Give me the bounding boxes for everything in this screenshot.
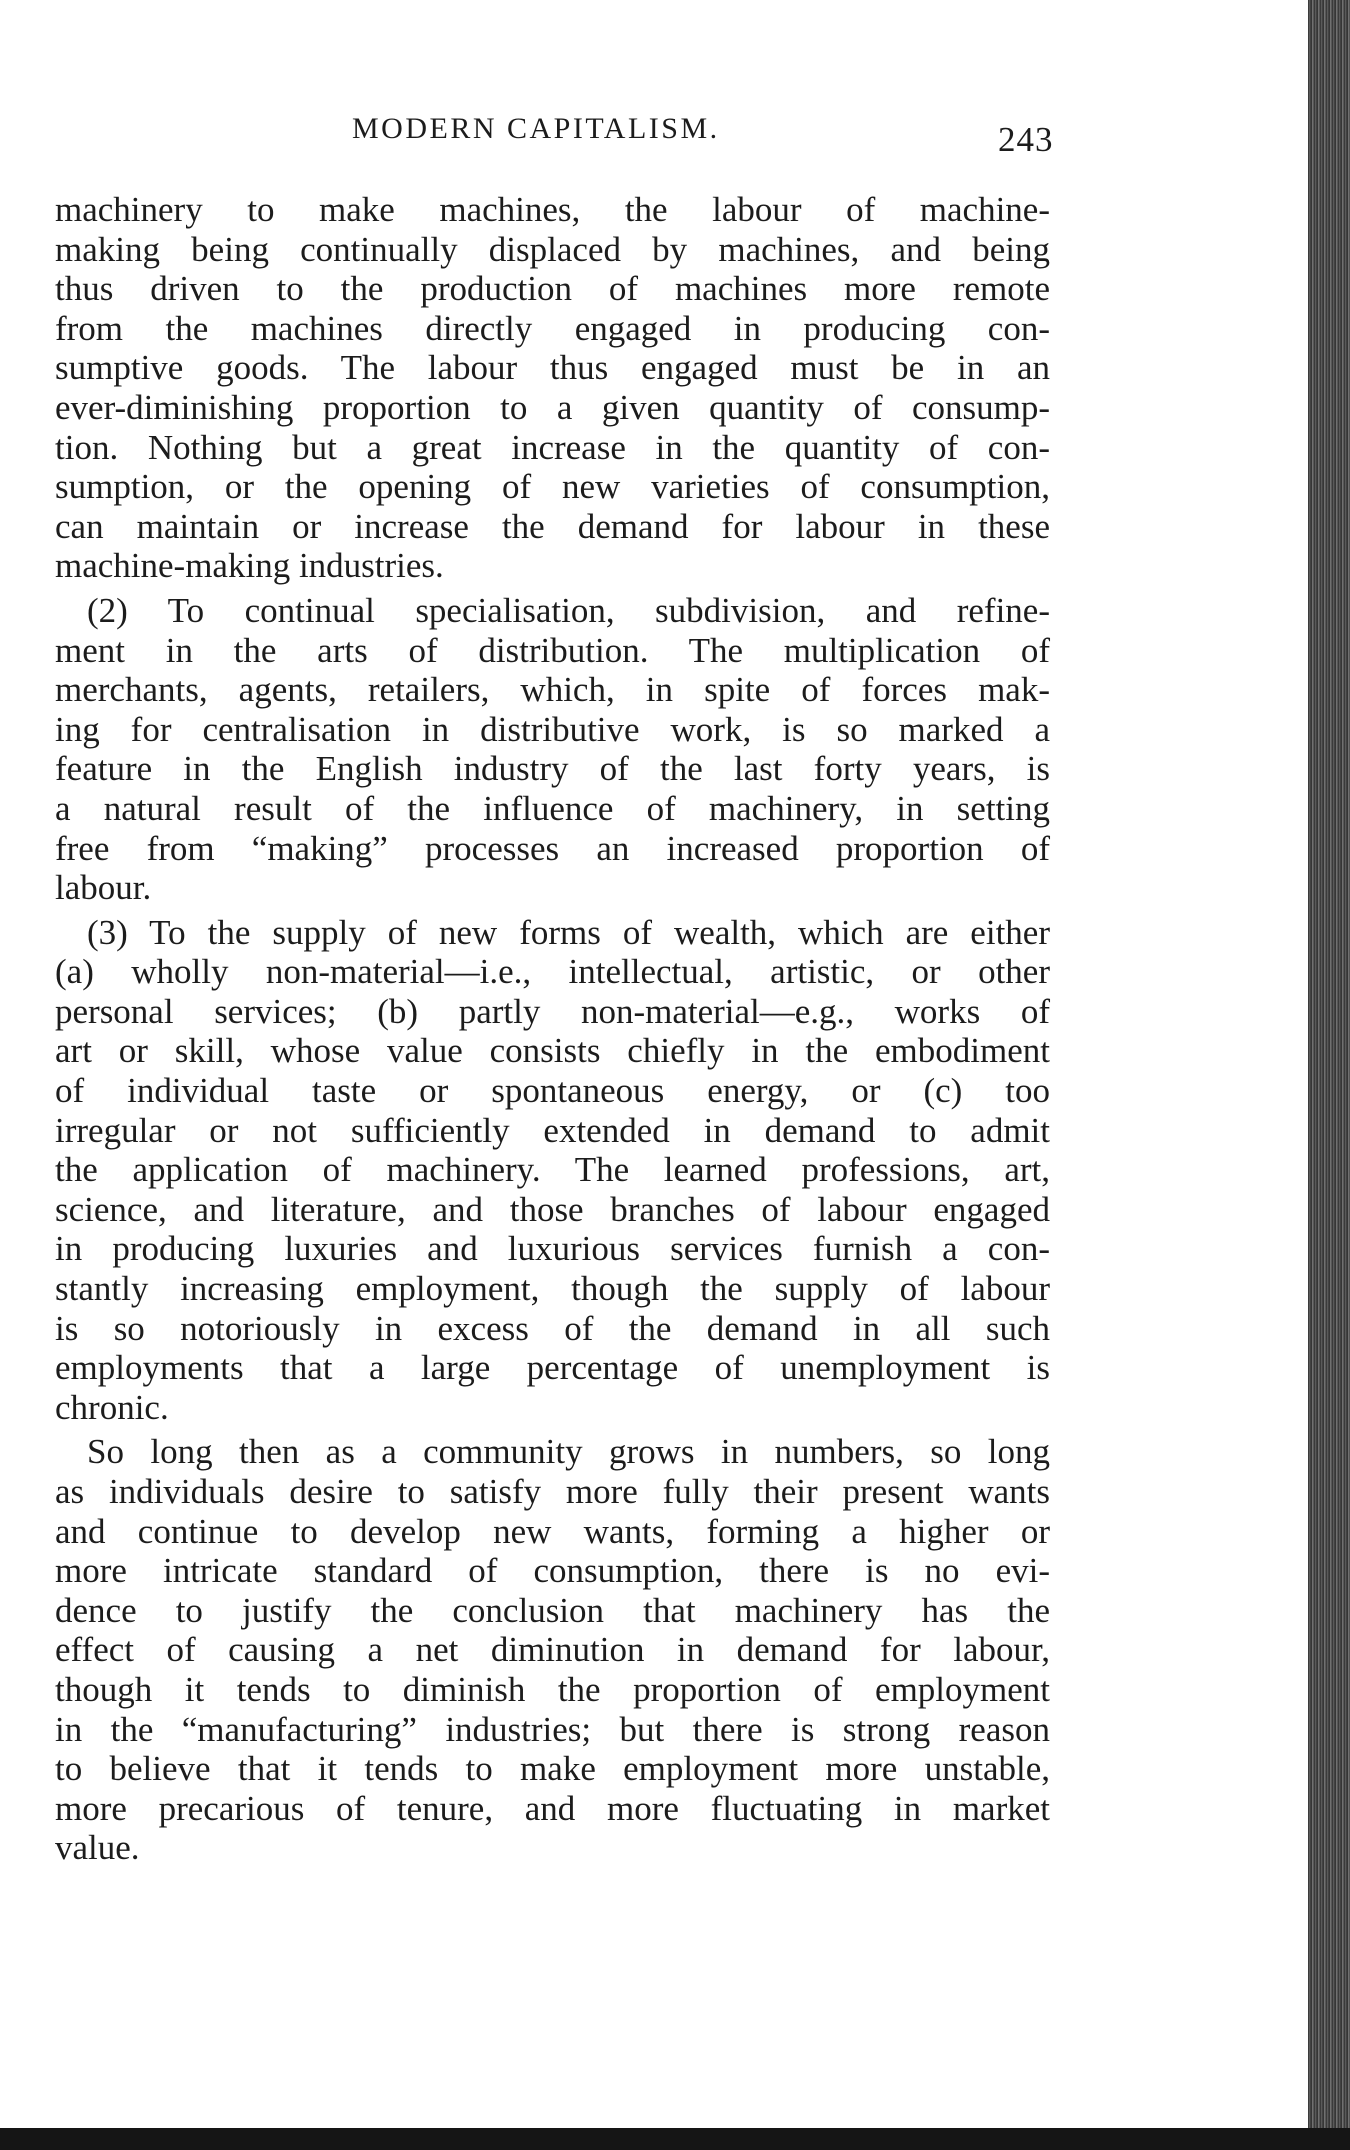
text-line: stantly increasing employment, though the supply of labour [55,1269,1050,1309]
text-line: dence to justify the conclusion that machinery has the [55,1590,1050,1630]
paragraph [55,913,1050,1428]
page-number: 243 [998,120,1054,159]
body-text [55,190,1050,1873]
text-line: in the “manufacturing” industries; but there is strong reason [55,1709,1050,1749]
text-line: sumption, or the opening of new varieties of consumption, [55,467,1050,507]
page-edge-shadow [1308,0,1350,2150]
text-line: the application of machinery. The learned professions, art, [55,1150,1050,1190]
text-line: (3) To the supply of new forms of wealth, which are either [87,912,1050,952]
text-line: (2) To continual specialisation, subdivision, and refine- [87,590,1050,630]
text-line: is so notoriously in excess of the demand in all such [55,1308,1050,1348]
text-line: employments that a large percentage of unemployment is [55,1348,1050,1388]
text-line: merchants, agents, retailers, which, in spite of forces mak- [55,670,1050,710]
text-line: and continue to develop new wants, forming a higher or [55,1511,1050,1551]
text-line: can maintain or increase the demand for labour in these [55,506,1050,546]
text-line: ment in the arts of distribution. The multiplication of [55,630,1050,670]
text-line: ever-diminishing proportion to a given quantity of consump- [55,387,1050,427]
page-bottom-shadow [0,2128,1350,2150]
running-title: MODERN CAPITALISM. [352,112,720,145]
text-line: of individual taste or spontaneous energy, or (c) too [55,1071,1050,1111]
text-line: though it tends to diminish the proportion of employment [55,1669,1050,1709]
text-line: as individuals desire to satisfy more fully their present wants [55,1472,1050,1511]
text-line: (a) wholly non-material—i.e., intellectual, artistic, or other [55,952,1050,992]
text-line: art or skill, whose value consists chiefly in the embodiment [55,1031,1050,1071]
text-line: value. [55,1828,140,1868]
text-line: effect of causing a net diminution in demand for labour, [55,1630,1050,1670]
text-line: science, and literature, and those branches of labour engaged [55,1189,1050,1229]
text-line: labour. [55,868,152,908]
text-line: in producing luxuries and luxurious services furnish a con- [55,1229,1050,1269]
text-line: irregular or not sufficiently extended in demand to admit [55,1110,1050,1150]
page-header [0,112,1350,160]
text-line: to believe that it tends to make employment more unstable, [55,1749,1050,1789]
text-line: free from “making” processes an increased proportion of [55,828,1050,868]
text-line: making being continually displaced by machines, and being [55,229,1050,269]
text-line: machinery to make machines, the labour of machine- [55,190,1050,229]
text-line: ing for centralisation in distributive work, is so marked a [55,709,1050,749]
paragraph [55,591,1050,908]
text-line: chronic. [55,1387,169,1427]
text-line: from the machines directly engaged in producing con- [55,308,1050,348]
text-line: So long then as a community grows in numbers, so long [87,1432,1050,1472]
paragraph [55,1432,1050,1868]
text-line: machine-making industries. [55,546,444,586]
paragraph [55,190,1050,586]
text-line: more intricate standard of consumption, there is no evi- [55,1551,1050,1591]
text-line: a natural result of the influence of machinery, in setting [55,788,1050,828]
text-line: personal services; (b) partly non-material—e.g., works of [55,991,1050,1031]
text-line: sumptive goods. The labour thus engaged must be in an [55,348,1050,388]
text-line: thus driven to the production of machines more remote [55,269,1050,309]
text-line: feature in the English industry of the last forty years, is [55,749,1050,789]
text-line: more precarious of tenure, and more fluctuating in market [55,1788,1050,1828]
text-line: tion. Nothing but a great increase in the quantity of con- [55,427,1050,467]
